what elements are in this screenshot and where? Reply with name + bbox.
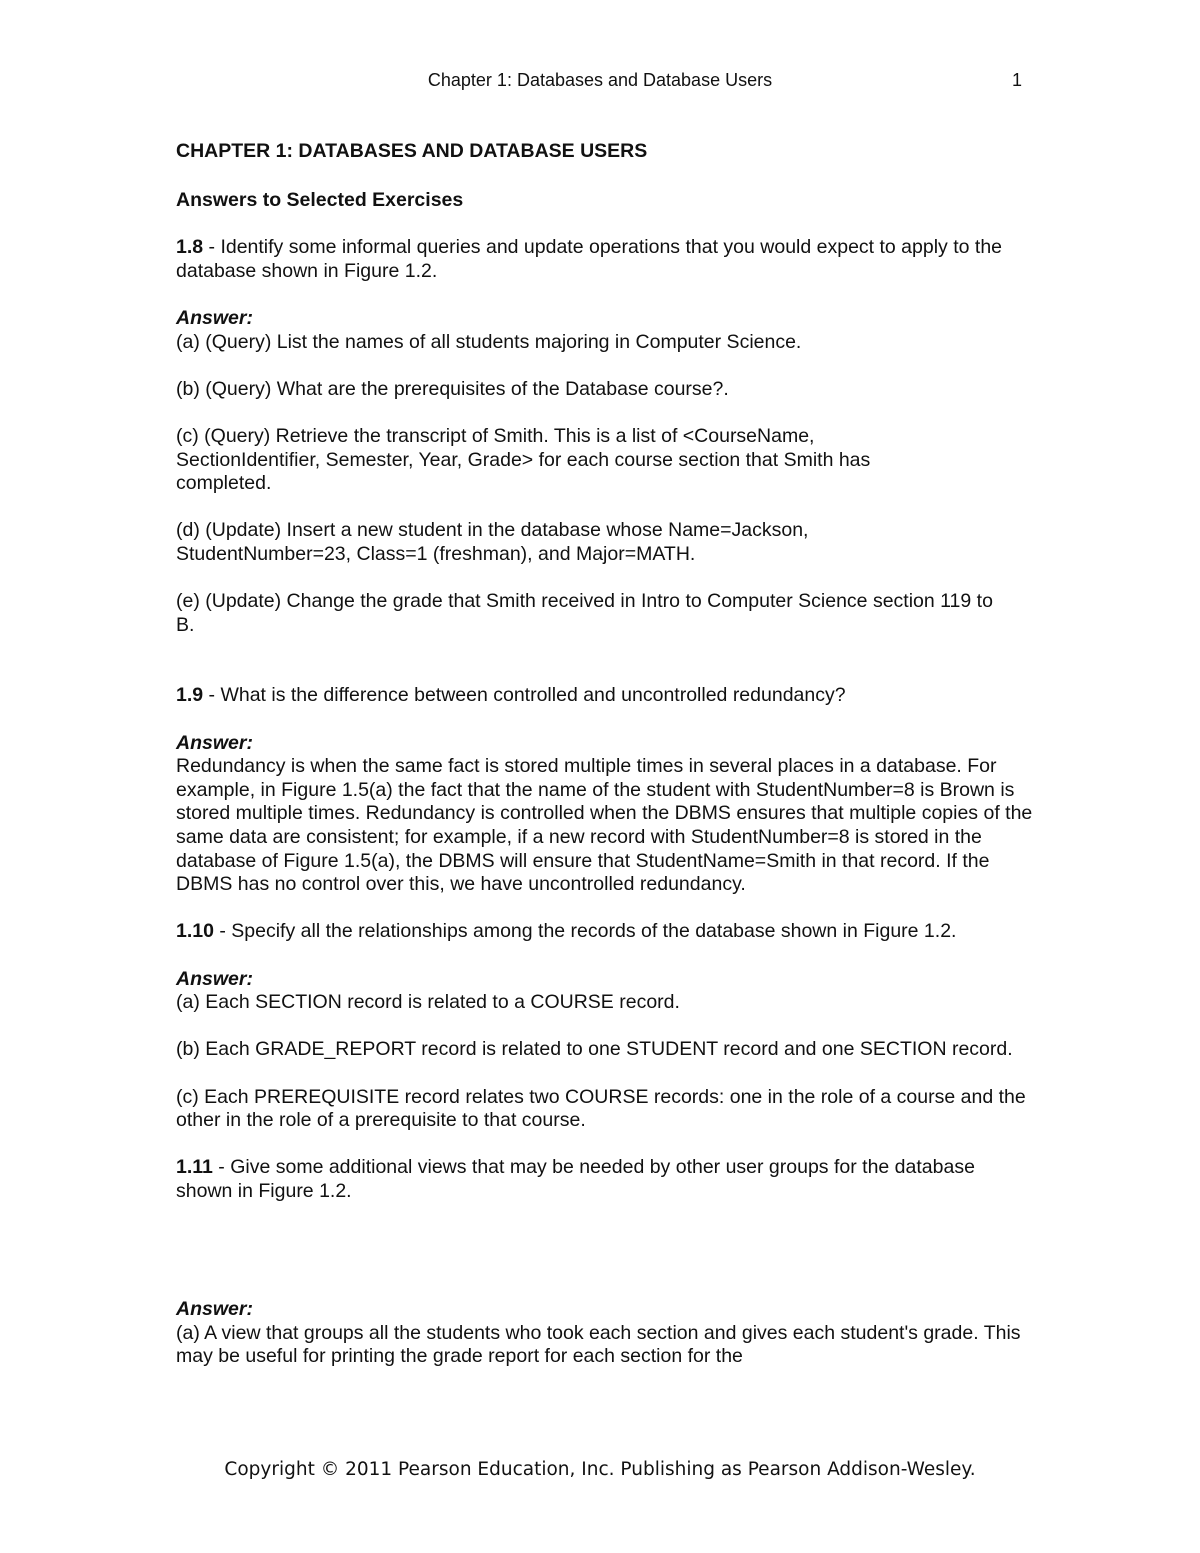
exercise-1-10-answer	[176, 968, 1036, 1133]
page-number: 1	[1012, 70, 1023, 90]
answer-item: (c) (Query) Retrieve the transcript of Smith. This is a list of <CourseName, SectionIdentifier, Semester, Year, Grade> for each course section that Smith has completed.	[176, 424, 871, 495]
answer-item: (e) (Update) Change the grade that Smith received in Intro to Computer Science section 119 to B.	[176, 590, 993, 636]
exercise-text: - What is the difference between controlled and uncontrolled redundancy?	[203, 684, 846, 707]
answer-item: (c) Each PREREQUISITE record relates two COURSE records: one in the role of a course and the other in the role of a prerequisite to that course.	[176, 1085, 1026, 1132]
exercise-number: 1.9	[176, 684, 204, 707]
spacer	[176, 661, 1036, 685]
answer-label: Answer:	[176, 967, 253, 990]
exercise-1-11-question	[176, 1156, 1036, 1203]
exercise-text: - Identify some informal queries and update operations that you would expect to apply to the database shown in Figure 1.2.	[176, 236, 1003, 282]
section-subtitle: Answers to Selected Exercises	[176, 188, 464, 211]
exercise-1-9-answer	[176, 732, 1036, 897]
answer-paragraph: Redundancy is when the same fact is stored multiple times in several places in a database. For example, in Figure 1.5(a) the fact that the name of the student with StudentNumber=8 is Brown is stored multiple times. Redundancy is controlled when the DBMS ensures that multiple copies of the same data are consistent; for example, if a new record with StudentNumber=8 is stored in the database of Figure 1.5(a), the DBMS will ensure that StudentName=Smith in that record. If the DBMS has no control over this, we have uncontrolled redundancy.	[176, 755, 1033, 896]
copyright-footer: Copyright © 2011 Pearson Education, Inc. Publishing as Pearson Addison-Wesley.	[224, 1459, 976, 1480]
chapter-title: CHAPTER 1: DATABASES AND DATABASE USERS	[176, 140, 648, 162]
answer-label: Answer:	[176, 306, 253, 329]
exercise-text: - Give some additional views that may be needed by other user groups for the database shown in Figure 1.2.	[176, 1156, 975, 1202]
spacer	[176, 1227, 1036, 1298]
page-header	[0, 70, 1200, 96]
exercise-number: 1.11	[176, 1156, 213, 1179]
exercise-text: - Specify all the relationships among the records of the database shown in Figure 1.2.	[213, 920, 957, 943]
answer-item: (b) (Query) What are the prerequisites of the Database course?.	[176, 377, 729, 400]
answer-item: (a) (Query) List the names of all students majoring in Computer Science.	[176, 330, 802, 353]
answer-item: (a) Each SECTION record is related to a COURSE record.	[176, 991, 680, 1014]
answer-item: (d) (Update) Insert a new student in the database whose Name=Jackson, StudentNumber=23, Class=1 (freshman), and Major=MATH.	[176, 519, 809, 565]
answer-item: (b) Each GRADE_REPORT record is related to one STUDENT record and one SECTION record.	[176, 1038, 1013, 1061]
exercise-1-11-answer	[176, 1298, 1036, 1369]
running-header-title: Chapter 1: Databases and Database Users	[427, 70, 773, 90]
exercise-1-10-question	[176, 920, 1036, 944]
exercise-1-9-question	[176, 684, 1036, 708]
exercise-1-8-question	[176, 236, 1036, 283]
exercise-1-8-answer	[176, 307, 1036, 637]
answer-label: Answer:	[176, 1298, 253, 1321]
document-body	[176, 140, 1036, 1393]
answer-label: Answer:	[176, 731, 253, 754]
exercise-number: 1.10	[176, 920, 214, 943]
exercise-number: 1.8	[176, 236, 204, 259]
answer-item: (a) A view that groups all the students who took each section and gives each student's grade. This may be useful for printing the grade report for each section for the	[176, 1321, 1021, 1368]
